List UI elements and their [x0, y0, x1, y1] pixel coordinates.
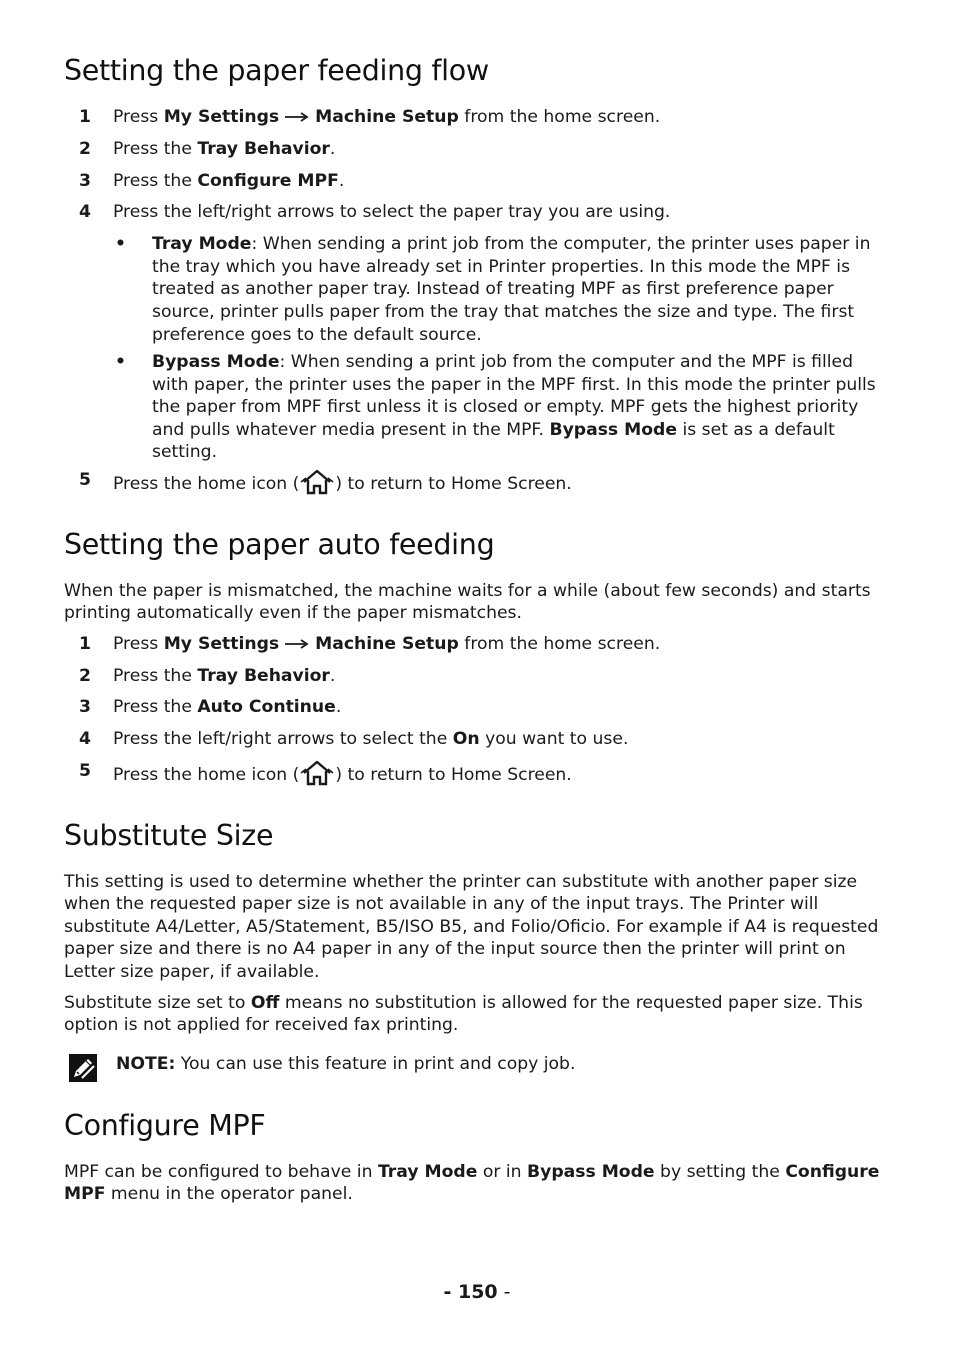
paragraph	[64, 1161, 888, 1206]
menu-configure-mpf: Configure MPF	[197, 170, 339, 191]
step-number: 4	[79, 202, 91, 223]
section-configure-mpf	[64, 1107, 888, 1206]
term-bypass-mode: Bypass Mode	[549, 419, 678, 440]
step-text: from the home screen.	[458, 107, 661, 127]
bullet-tray-mode	[113, 233, 888, 346]
paragraph-text: Substitute size set to	[64, 992, 251, 1013]
home-icon	[300, 469, 334, 502]
term-tray-mode: Tray Mode	[377, 1161, 478, 1182]
term-tray-mode: Tray Mode	[152, 234, 252, 255]
step-number: 4	[79, 729, 91, 750]
step-text: Press the home icon (	[113, 764, 300, 785]
step-number: 2	[79, 138, 91, 159]
step-number: 3	[79, 697, 91, 718]
page-number-dash: -	[497, 1281, 511, 1303]
step-text: ) to return to Home Screen.	[335, 764, 572, 785]
step-1	[64, 633, 888, 656]
menu-tray-behavior: Tray Behavior	[197, 665, 330, 686]
bullet-text: : When sending a print job from the computer and the MPF is filled with paper, the printer uses the paper in the MPF first. In this mode the printer pulls the paper from MPF first unless it is closed or empty. MPF gets the highest priority and pulls whatever media present in the MPF.	[152, 352, 876, 440]
step-text: Press the left/right arrows to select the	[113, 729, 453, 750]
paragraph-text: by setting the	[654, 1161, 786, 1182]
step-text: from the home screen.	[458, 633, 661, 654]
step-number: 3	[79, 170, 91, 191]
step-text: Press the home icon (	[113, 474, 300, 495]
menu-configure-mpf: Configure MPF	[64, 1161, 880, 1205]
step-text: Press	[113, 633, 164, 654]
step-list	[64, 106, 888, 502]
step-number: 5	[79, 470, 91, 491]
option-off: Off	[250, 992, 280, 1013]
note-pencil-icon	[68, 1053, 98, 1087]
page-number	[0, 1280, 954, 1304]
bullet-dot: •	[115, 352, 126, 373]
section-substitute-size	[64, 817, 888, 1087]
step-5	[64, 760, 888, 793]
paragraph-text: MPF can be configured to behave in	[64, 1161, 378, 1182]
step-text: Press the	[113, 665, 198, 686]
menu-my-settings: My Settings	[163, 107, 280, 127]
section-heading: Setting the paper feeding flow	[64, 54, 489, 87]
step-text: .	[329, 665, 336, 686]
note-text	[116, 1053, 575, 1076]
step-4	[64, 201, 888, 224]
step-4	[64, 728, 888, 751]
bullet-list	[113, 233, 888, 464]
section-intro: When the paper is mismatched, the machine waits for a while (about few seconds) and starts printing automatically even if the paper mismatches.	[64, 580, 871, 624]
step-text: Press	[113, 107, 164, 127]
page-number-value: 150	[457, 1281, 498, 1303]
menu-tray-behavior: Tray Behavior	[197, 138, 330, 159]
section-heading: Substitute Size	[64, 818, 274, 852]
page-content	[64, 52, 888, 1214]
menu-auto-continue: Auto Continue	[197, 697, 336, 718]
step-text: Press the left/right arrows to select the paper tray you are using.	[113, 202, 671, 223]
step-5	[64, 469, 888, 502]
paragraph	[64, 992, 888, 1037]
arrow-right-icon	[285, 106, 309, 129]
step-text: you want to use.	[479, 729, 629, 750]
step-text: Press the	[113, 170, 198, 191]
menu-machine-setup: Machine Setup	[315, 107, 459, 127]
menu-my-settings: My Settings	[163, 633, 280, 654]
section-heading: Setting the paper auto feeding	[64, 527, 495, 561]
step-2	[64, 138, 888, 161]
step-number: 5	[79, 760, 91, 781]
section-heading: Configure MPF	[64, 1108, 266, 1142]
note-label: NOTE:	[116, 1053, 176, 1074]
menu-machine-setup: Machine Setup	[315, 633, 459, 654]
section-paper-auto-feeding	[64, 526, 888, 793]
paragraph-text: or in	[477, 1161, 528, 1182]
step-text: ) to return to Home Screen.	[335, 474, 572, 495]
section-paper-feeding-flow	[64, 52, 888, 502]
term-bypass-mode: Bypass Mode	[527, 1161, 655, 1182]
step-text: Press the	[113, 697, 198, 718]
bullet-text: : When sending a print job from the computer, the printer uses paper in the tray which you have already set in Printer properties. In this mode the MPF is treated as another paper tray. Instead of treating MPF as first preference paper source, printer pulls paper from the tray that matches the size and type. The first preference goes to the default source.	[152, 234, 871, 345]
paragraph-text: means no substitution is allowed for the requested paper size. This option is not applied for received fax printing.	[64, 992, 863, 1036]
paragraph: This setting is used to determine whether the printer can substitute with another paper size when the requested paper size is not available in any of the input trays. The Printer will substitute A4/Letter, A5/Statement, B5/ISO B5, and Folio/Oficio. For example if A4 is requested paper size and there is no A4 paper in any of the input source then the printer will print on Letter size paper, if available.	[64, 871, 879, 982]
step-number: 1	[79, 107, 91, 127]
bullet-dot: •	[115, 234, 126, 255]
step-1	[64, 106, 888, 129]
term-bypass-mode: Bypass Mode	[152, 352, 280, 373]
note-box	[64, 1051, 888, 1087]
paragraph-text: menu in the operator panel.	[105, 1184, 353, 1205]
step-2	[64, 665, 888, 688]
bullet-bypass-mode	[113, 351, 888, 464]
bullet-text: is set as a default setting.	[152, 419, 835, 463]
home-icon	[300, 760, 334, 793]
step-number: 2	[79, 665, 91, 686]
step-text: .	[338, 170, 345, 191]
page-number-dash: -	[443, 1281, 458, 1303]
step-text: Press the	[113, 138, 198, 159]
step-text: .	[329, 138, 336, 159]
step-3	[64, 696, 888, 719]
step-number: 1	[79, 633, 91, 654]
step-list	[64, 633, 888, 793]
arrow-right-icon	[285, 633, 309, 656]
option-on: On	[452, 729, 480, 750]
note-body: You can use this feature in print and copy job.	[175, 1053, 576, 1074]
step-3	[64, 170, 888, 193]
step-text: .	[335, 697, 342, 718]
